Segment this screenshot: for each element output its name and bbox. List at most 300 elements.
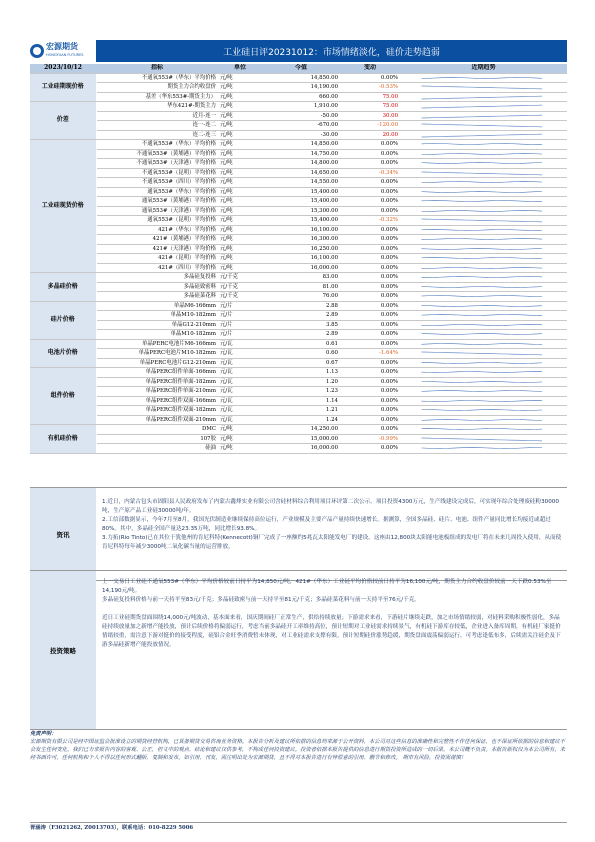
change-cell: 0.00% [340, 406, 400, 416]
unit-cell: 元/片 [218, 330, 262, 340]
change-cell: 0.00% [340, 159, 400, 169]
table-row [30, 121, 567, 131]
sparkline-icon [402, 245, 565, 253]
value-cell: 16,100.00 [262, 254, 340, 264]
unit-cell: 元/片 [218, 301, 262, 311]
change-cell: 0.00% [340, 311, 400, 321]
indicator-cell: 不通氧553#（黄埔港）平均价格 [96, 149, 218, 159]
change-cell: 75.00 [340, 92, 400, 102]
unit-cell: 元/吨 [218, 102, 262, 112]
sparkline-icon [402, 254, 565, 262]
indicator-cell: 不通氧553#（天津港）平均价格 [96, 159, 218, 169]
sparkline-icon [402, 226, 565, 234]
change-cell: 0.00% [340, 301, 400, 311]
change-cell: 0.00% [340, 187, 400, 197]
value-cell: 0.67 [262, 358, 340, 368]
sparkline-icon [402, 83, 565, 91]
trend-sparkline [400, 235, 567, 245]
news-item: 3.力拓(Rio Tinto)已在其位于犹他州的肯尼科特(Kennecott)铜厂完成了一座额约5兆瓦太阳能发电厂的建设。这座由12,800块太阳能电池板组成的发电厂将在未来几周投入使用，从而使肯尼科特每年减少3000吨二氧化碳当量的运营排放。 [102, 535, 562, 550]
news-content [102, 498, 563, 552]
change-cell: 30.00 [340, 111, 400, 121]
trend-sparkline [400, 92, 567, 102]
disclaimer-title: 免责声明： [30, 731, 57, 737]
table-row [30, 178, 567, 188]
change-cell: 0.00% [340, 263, 400, 273]
report-title: 工业硅日评20231012：市场情绪淡化，硅价走势趋弱 [96, 40, 567, 62]
sparkline-icon [402, 159, 565, 167]
sparkline-icon [402, 188, 565, 196]
trend-sparkline [400, 415, 567, 425]
table-row [30, 263, 567, 273]
unit-cell: 元/吨 [218, 159, 262, 169]
unit-cell: 元/千克 [218, 282, 262, 292]
value-cell: 15,000.00 [262, 434, 340, 444]
value-cell: 15,400.00 [262, 197, 340, 207]
table-row [30, 159, 567, 169]
header-date: 2023/10/12 [30, 64, 96, 73]
sparkline-icon [402, 112, 565, 120]
table-row [30, 282, 567, 292]
unit-cell: 元/吨 [218, 244, 262, 254]
value-cell: 0.61 [262, 339, 340, 349]
unit-cell: 元/吨 [218, 434, 262, 444]
change-cell: -0.32% [340, 216, 400, 226]
category-label: 硅片价格 [30, 301, 96, 339]
value-cell: 3.85 [262, 320, 340, 330]
disclaimer [30, 730, 567, 762]
indicator-cell: 单晶PERC组件双面-166mm [96, 396, 218, 406]
value-cell: 2.88 [262, 301, 340, 311]
sparkline-icon [402, 74, 565, 82]
table-row [30, 206, 567, 216]
value-cell: -30.00 [262, 130, 340, 140]
sparkline-icon [402, 321, 565, 329]
analyst-footer: 胥涵涛（F3021262, Z0013703），联系电话：010-8229 5006 [30, 822, 567, 831]
table-row [30, 320, 567, 330]
sparkline-icon [402, 140, 565, 148]
table-row [30, 254, 567, 264]
indicator-cell: 多晶硅复投料 [96, 273, 218, 283]
trend-sparkline [400, 225, 567, 235]
indicator-cell: 单晶G12-210mm [96, 320, 218, 330]
value-cell: 0.60 [262, 349, 340, 359]
unit-cell: 元/瓦 [218, 339, 262, 349]
table-row [30, 102, 567, 112]
change-cell: 0.00% [340, 320, 400, 330]
value-cell: 14,250.00 [262, 425, 340, 435]
price-table [30, 64, 567, 454]
sparkline-icon [402, 102, 565, 110]
table-row [30, 377, 567, 387]
trend-sparkline [400, 206, 567, 216]
table-row [30, 339, 567, 349]
indicator-cell: 不通氧553#（昆明）平均价格 [96, 168, 218, 178]
company-logo [30, 40, 92, 62]
change-cell: 0.00% [340, 358, 400, 368]
trend-sparkline [400, 358, 567, 368]
change-cell: 0.00% [340, 273, 400, 283]
table-row [30, 83, 567, 93]
news-section [30, 487, 567, 581]
trend-sparkline [400, 130, 567, 140]
change-cell: 0.00% [340, 140, 400, 150]
trend-sparkline [400, 121, 567, 131]
value-cell: 83.00 [262, 273, 340, 283]
value-cell: 660.00 [262, 92, 340, 102]
sparkline-icon [402, 283, 565, 291]
indicator-cell: 单晶PERC电池片M10-182mm [96, 349, 218, 359]
change-cell: 0.00% [340, 415, 400, 425]
sparkline-icon [402, 330, 565, 338]
change-cell: 0.00% [340, 387, 400, 397]
change-cell: -0.99% [340, 434, 400, 444]
change-cell: 0.00% [340, 197, 400, 207]
value-cell: 15,300.00 [262, 206, 340, 216]
news-label: 资讯 [30, 488, 96, 580]
value-cell: 14,800.00 [262, 159, 340, 169]
table-row [30, 235, 567, 245]
table-row [30, 425, 567, 435]
sparkline-icon [402, 368, 565, 376]
category-label: 工业硅现货价格 [30, 140, 96, 273]
table-row [30, 349, 567, 359]
value-cell: 14,850.00 [262, 140, 340, 150]
unit-cell: 元/瓦 [218, 396, 262, 406]
trend-sparkline [400, 111, 567, 121]
trend-sparkline [400, 197, 567, 207]
table-row [30, 311, 567, 321]
table-row [30, 130, 567, 140]
sparkline-icon [402, 311, 565, 319]
table-row [30, 92, 567, 102]
unit-cell: 元/瓦 [218, 415, 262, 425]
indicator-cell: 单晶PERC组件单面-210mm [96, 387, 218, 397]
sparkline-icon [402, 397, 565, 405]
unit-cell: 元/吨 [218, 225, 262, 235]
logo-icon [30, 44, 44, 58]
sparkline-icon [402, 150, 565, 158]
sparkline-icon [402, 273, 565, 281]
indicator-cell: 通氧553#（天津港）平均价格 [96, 206, 218, 216]
trend-sparkline [400, 434, 567, 444]
trend-sparkline [400, 140, 567, 150]
indicator-cell: 107胶 [96, 434, 218, 444]
value-cell: 14,550.00 [262, 178, 340, 188]
unit-cell: 元/瓦 [218, 406, 262, 416]
indicator-cell: 单晶M6-166mm [96, 301, 218, 311]
sparkline-icon [402, 340, 565, 348]
value-cell: 14,850.00 [262, 73, 340, 83]
change-cell: 0.00% [340, 73, 400, 83]
unit-cell: 元/吨 [218, 444, 262, 454]
category-label: 工业硅期现价格 [30, 73, 96, 102]
change-cell: 20.00 [340, 130, 400, 140]
sparkline-icon [402, 235, 565, 243]
table-row [30, 301, 567, 311]
unit-cell: 元/吨 [218, 111, 262, 121]
table-row [30, 140, 567, 150]
indicator-cell: 连一-连二 [96, 121, 218, 131]
trend-sparkline [400, 168, 567, 178]
indicator-cell: 多晶硅菜花料 [96, 292, 218, 302]
trend-sparkline [400, 396, 567, 406]
disclaimer-text: 宏源期货有限公司是经中国证监会批准设立的期货经营机构，已具备期货交易咨询业务资格。本报告分析及建议所依据的信息均来源于公开资料，本公司对这些信息的准确性和完整性不作任何保证，也不保证所依据的信息和建议不会发生任何变化。我们已力求报告内容的客观、公正，但文中的观点、结论和建议仅供参考，不构成任何投资建议。投资者依据本报告提供的信息进行期货投资所造成的一切后果，本公司概不负责。本报告版权仅为本公司所有，未经书面许可，任何机构和个人不得以任何形式翻版、复制和发布。如引用、刊发，需注明出处为宏源期货，且不得对本报告进行有悖原意的引用、删节和修改。 [30, 739, 565, 761]
value-cell: 1.14 [262, 396, 340, 406]
unit-cell: 元/千克 [218, 273, 262, 283]
header-indicator: 指标 [96, 64, 218, 73]
category-label: 电池片价格 [30, 339, 96, 368]
change-cell: 0.00% [340, 330, 400, 340]
trend-sparkline [400, 149, 567, 159]
change-cell: 0.00% [340, 396, 400, 406]
value-cell: 1.23 [262, 387, 340, 397]
change-cell: 0.00% [340, 377, 400, 387]
change-cell: 0.00% [340, 244, 400, 254]
table-header [30, 64, 567, 73]
sparkline-icon [402, 435, 565, 443]
trend-sparkline [400, 254, 567, 264]
change-cell: 0.00% [340, 339, 400, 349]
table-row [30, 434, 567, 444]
indicator-cell: 421#（天津港）平均价格 [96, 244, 218, 254]
table-row [30, 149, 567, 159]
unit-cell: 元/吨 [218, 83, 262, 93]
change-cell: 0.00% [340, 225, 400, 235]
header-value: 今值 [262, 64, 340, 73]
value-cell: 15,400.00 [262, 216, 340, 226]
table-row [30, 415, 567, 425]
trend-sparkline [400, 387, 567, 397]
value-cell: 1.21 [262, 406, 340, 416]
indicator-cell: 多晶硅致密料 [96, 282, 218, 292]
unit-cell: 元/吨 [218, 168, 262, 178]
unit-cell: 元/吨 [218, 206, 262, 216]
table-row [30, 273, 567, 283]
change-cell: 0.00% [340, 149, 400, 159]
value-cell: 14,750.00 [262, 149, 340, 159]
value-cell: 1.24 [262, 415, 340, 425]
sparkline-icon [402, 359, 565, 367]
sparkline-icon [402, 292, 565, 300]
trend-sparkline [400, 320, 567, 330]
table-row [30, 396, 567, 406]
trend-sparkline [400, 187, 567, 197]
unit-cell: 元/千克 [218, 292, 262, 302]
indicator-cell: 期货主力合约收盘价 [96, 83, 218, 93]
indicator-cell: 单晶M10-182mm [96, 311, 218, 321]
sparkline-icon [402, 207, 565, 215]
table-row [30, 292, 567, 302]
unit-cell: 元/吨 [218, 121, 262, 131]
unit-cell: 元/吨 [218, 197, 262, 207]
indicator-cell: 421#（昆明）平均价格 [96, 254, 218, 264]
value-cell: 2.89 [262, 311, 340, 321]
table-row [30, 368, 567, 378]
unit-cell: 元/吨 [218, 235, 262, 245]
sparkline-icon [402, 302, 565, 310]
change-cell: 0.00% [340, 444, 400, 454]
change-cell: 0.00% [340, 235, 400, 245]
strategy-paragraph: 上一交易日工业硅不通氧553#（华东）平均价格较前日持平为14,850元/吨，421#（华东）工业硅平均价格较前日持平为16,100元/吨，期货主力合约收盘价较前一天下跌0.53%至14,190元/吨。 [102, 579, 552, 594]
table-row [30, 358, 567, 368]
value-cell: -50.00 [262, 111, 340, 121]
indicator-cell: 近月-连一 [96, 111, 218, 121]
value-cell: 16,000.00 [262, 263, 340, 273]
trend-sparkline [400, 406, 567, 416]
unit-cell: 元/瓦 [218, 349, 262, 359]
sparkline-icon [402, 216, 565, 224]
change-cell: 0.00% [340, 206, 400, 216]
report-header [30, 40, 567, 62]
indicator-cell: 基差（华东553#-期货主力） [96, 92, 218, 102]
strategy-paragraph: 多晶硅复投料价格与前一天持平至83元/千克；多晶硅致密与前一天持平至81元/千克；多晶硅菜花料与前一天持平至76元/千克。 [102, 597, 420, 603]
trend-sparkline [400, 83, 567, 93]
value-cell: 15,400.00 [262, 187, 340, 197]
trend-sparkline [400, 377, 567, 387]
trend-sparkline [400, 282, 567, 292]
indicator-cell: 单晶PERC组件双面-210mm [96, 415, 218, 425]
change-cell: -1.64% [340, 349, 400, 359]
indicator-cell: 不通氧553#（四川）平均价格 [96, 178, 218, 188]
change-cell: 0.00% [340, 292, 400, 302]
value-cell: 16,300.00 [262, 235, 340, 245]
indicator-cell: 通氧553#（昆明）平均价格 [96, 216, 218, 226]
unit-cell: 元/吨 [218, 140, 262, 150]
change-cell: 0.00% [340, 282, 400, 292]
trend-sparkline [400, 368, 567, 378]
sparkline-icon [402, 121, 565, 129]
table-row [30, 111, 567, 121]
unit-cell: 元/瓦 [218, 377, 262, 387]
trend-sparkline [400, 263, 567, 273]
value-cell: 14,190.00 [262, 83, 340, 93]
indicator-cell: 421#（四川）平均价格 [96, 263, 218, 273]
header-change: 变动 [340, 64, 400, 73]
category-label: 价差 [30, 102, 96, 140]
trend-sparkline [400, 339, 567, 349]
unit-cell: 元/吨 [218, 130, 262, 140]
indicator-cell: 硅油 [96, 444, 218, 454]
logo-text: 宏源期货 [46, 42, 78, 51]
trend-sparkline [400, 311, 567, 321]
indicator-cell: 通氧553#（黄埔港）平均价格 [96, 197, 218, 207]
header-trend: 近期趋势 [400, 64, 567, 73]
sparkline-icon [402, 406, 565, 414]
trend-sparkline [400, 244, 567, 254]
sparkline-icon [402, 178, 565, 186]
indicator-cell: 不通氧553#（华东）平均价格 [96, 140, 218, 150]
indicator-cell: 单晶PERC组件双面-182mm [96, 406, 218, 416]
trend-sparkline [400, 444, 567, 454]
unit-cell: 元/吨 [218, 263, 262, 273]
header-unit: 单位 [218, 64, 262, 73]
disclaimer-tail: 期市有风险，投资需谨慎！ [402, 755, 467, 761]
trend-sparkline [400, 330, 567, 340]
category-label: 有机硅价格 [30, 425, 96, 454]
table-row [30, 168, 567, 178]
change-cell: -0.53% [340, 83, 400, 93]
value-cell: 1.13 [262, 368, 340, 378]
indicator-cell: 通氧553#（华东）平均价格 [96, 187, 218, 197]
strategy-section [30, 570, 567, 730]
value-cell: 2.89 [262, 330, 340, 340]
trend-sparkline [400, 102, 567, 112]
strategy-content [102, 578, 563, 650]
unit-cell: 元/吨 [218, 92, 262, 102]
unit-cell: 元/瓦 [218, 387, 262, 397]
change-cell: 75.00 [340, 102, 400, 112]
unit-cell: 元/吨 [218, 216, 262, 226]
value-cell: 16,000.00 [262, 444, 340, 454]
sparkline-icon [402, 387, 565, 395]
unit-cell: 元/吨 [218, 425, 262, 435]
value-cell: 1,910.00 [262, 102, 340, 112]
value-cell: 81.00 [262, 282, 340, 292]
change-cell: 0.00% [340, 425, 400, 435]
sparkline-icon [402, 197, 565, 205]
unit-cell: 元/吨 [218, 254, 262, 264]
indicator-cell: 单晶PERC组件单面-166mm [96, 368, 218, 378]
sparkline-icon [402, 131, 565, 139]
indicator-cell: 421#（黄埔港）平均价格 [96, 235, 218, 245]
change-cell: -120.00 [340, 121, 400, 131]
value-cell: 1.20 [262, 377, 340, 387]
trend-sparkline [400, 301, 567, 311]
trend-sparkline [400, 425, 567, 435]
table-row [30, 225, 567, 235]
change-cell: 0.00% [340, 254, 400, 264]
category-label: 多晶硅价格 [30, 273, 96, 302]
trend-sparkline [400, 178, 567, 188]
change-cell: -0.34% [340, 168, 400, 178]
sparkline-icon [402, 93, 565, 101]
unit-cell: 元/吨 [218, 187, 262, 197]
trend-sparkline [400, 216, 567, 226]
indicator-cell: 单晶M10-182mm [96, 330, 218, 340]
unit-cell: 元/吨 [218, 149, 262, 159]
table-row [30, 387, 567, 397]
sparkline-icon [402, 378, 565, 386]
value-cell: -670.00 [262, 121, 340, 131]
news-item: 1.近日，内蒙古包头市固阳县人民政府发布了内蒙古鑫烽实业有限公司含硅材料综合利用项目环评第二次公示。项目投资4300万元，生产线建设完成后，可实现年综合处理废硅粉30000吨，生产原产品工业硅30000吨/年。 [102, 499, 559, 514]
table-row [30, 73, 567, 83]
sparkline-icon [402, 169, 565, 177]
table-row [30, 406, 567, 416]
sparkline-icon [402, 264, 565, 272]
indicator-cell: 单晶PERC组件单面-182mm [96, 377, 218, 387]
trend-sparkline [400, 273, 567, 283]
trend-sparkline [400, 73, 567, 83]
unit-cell: 元/片 [218, 320, 262, 330]
table-row [30, 216, 567, 226]
indicator-cell: 421#（华东）平均价格 [96, 225, 218, 235]
unit-cell: 元/吨 [218, 73, 262, 83]
sparkline-icon [402, 425, 565, 433]
table-row [30, 444, 567, 454]
strategy-label: 投资策略 [30, 571, 96, 729]
logo-subtext: HONGYUAN FUTURES [46, 53, 84, 57]
value-cell: 14,650.00 [262, 168, 340, 178]
change-cell: 0.00% [340, 178, 400, 188]
indicator-cell: 单晶PERC电池片G12-210mm [96, 358, 218, 368]
trend-sparkline [400, 349, 567, 359]
unit-cell: 元/吨 [218, 178, 262, 188]
sparkline-icon [402, 444, 565, 452]
sparkline-icon [402, 416, 565, 424]
indicator-cell: DMC [96, 425, 218, 435]
indicator-cell: 华东421#-期货主力 [96, 102, 218, 112]
value-cell: 16,100.00 [262, 225, 340, 235]
